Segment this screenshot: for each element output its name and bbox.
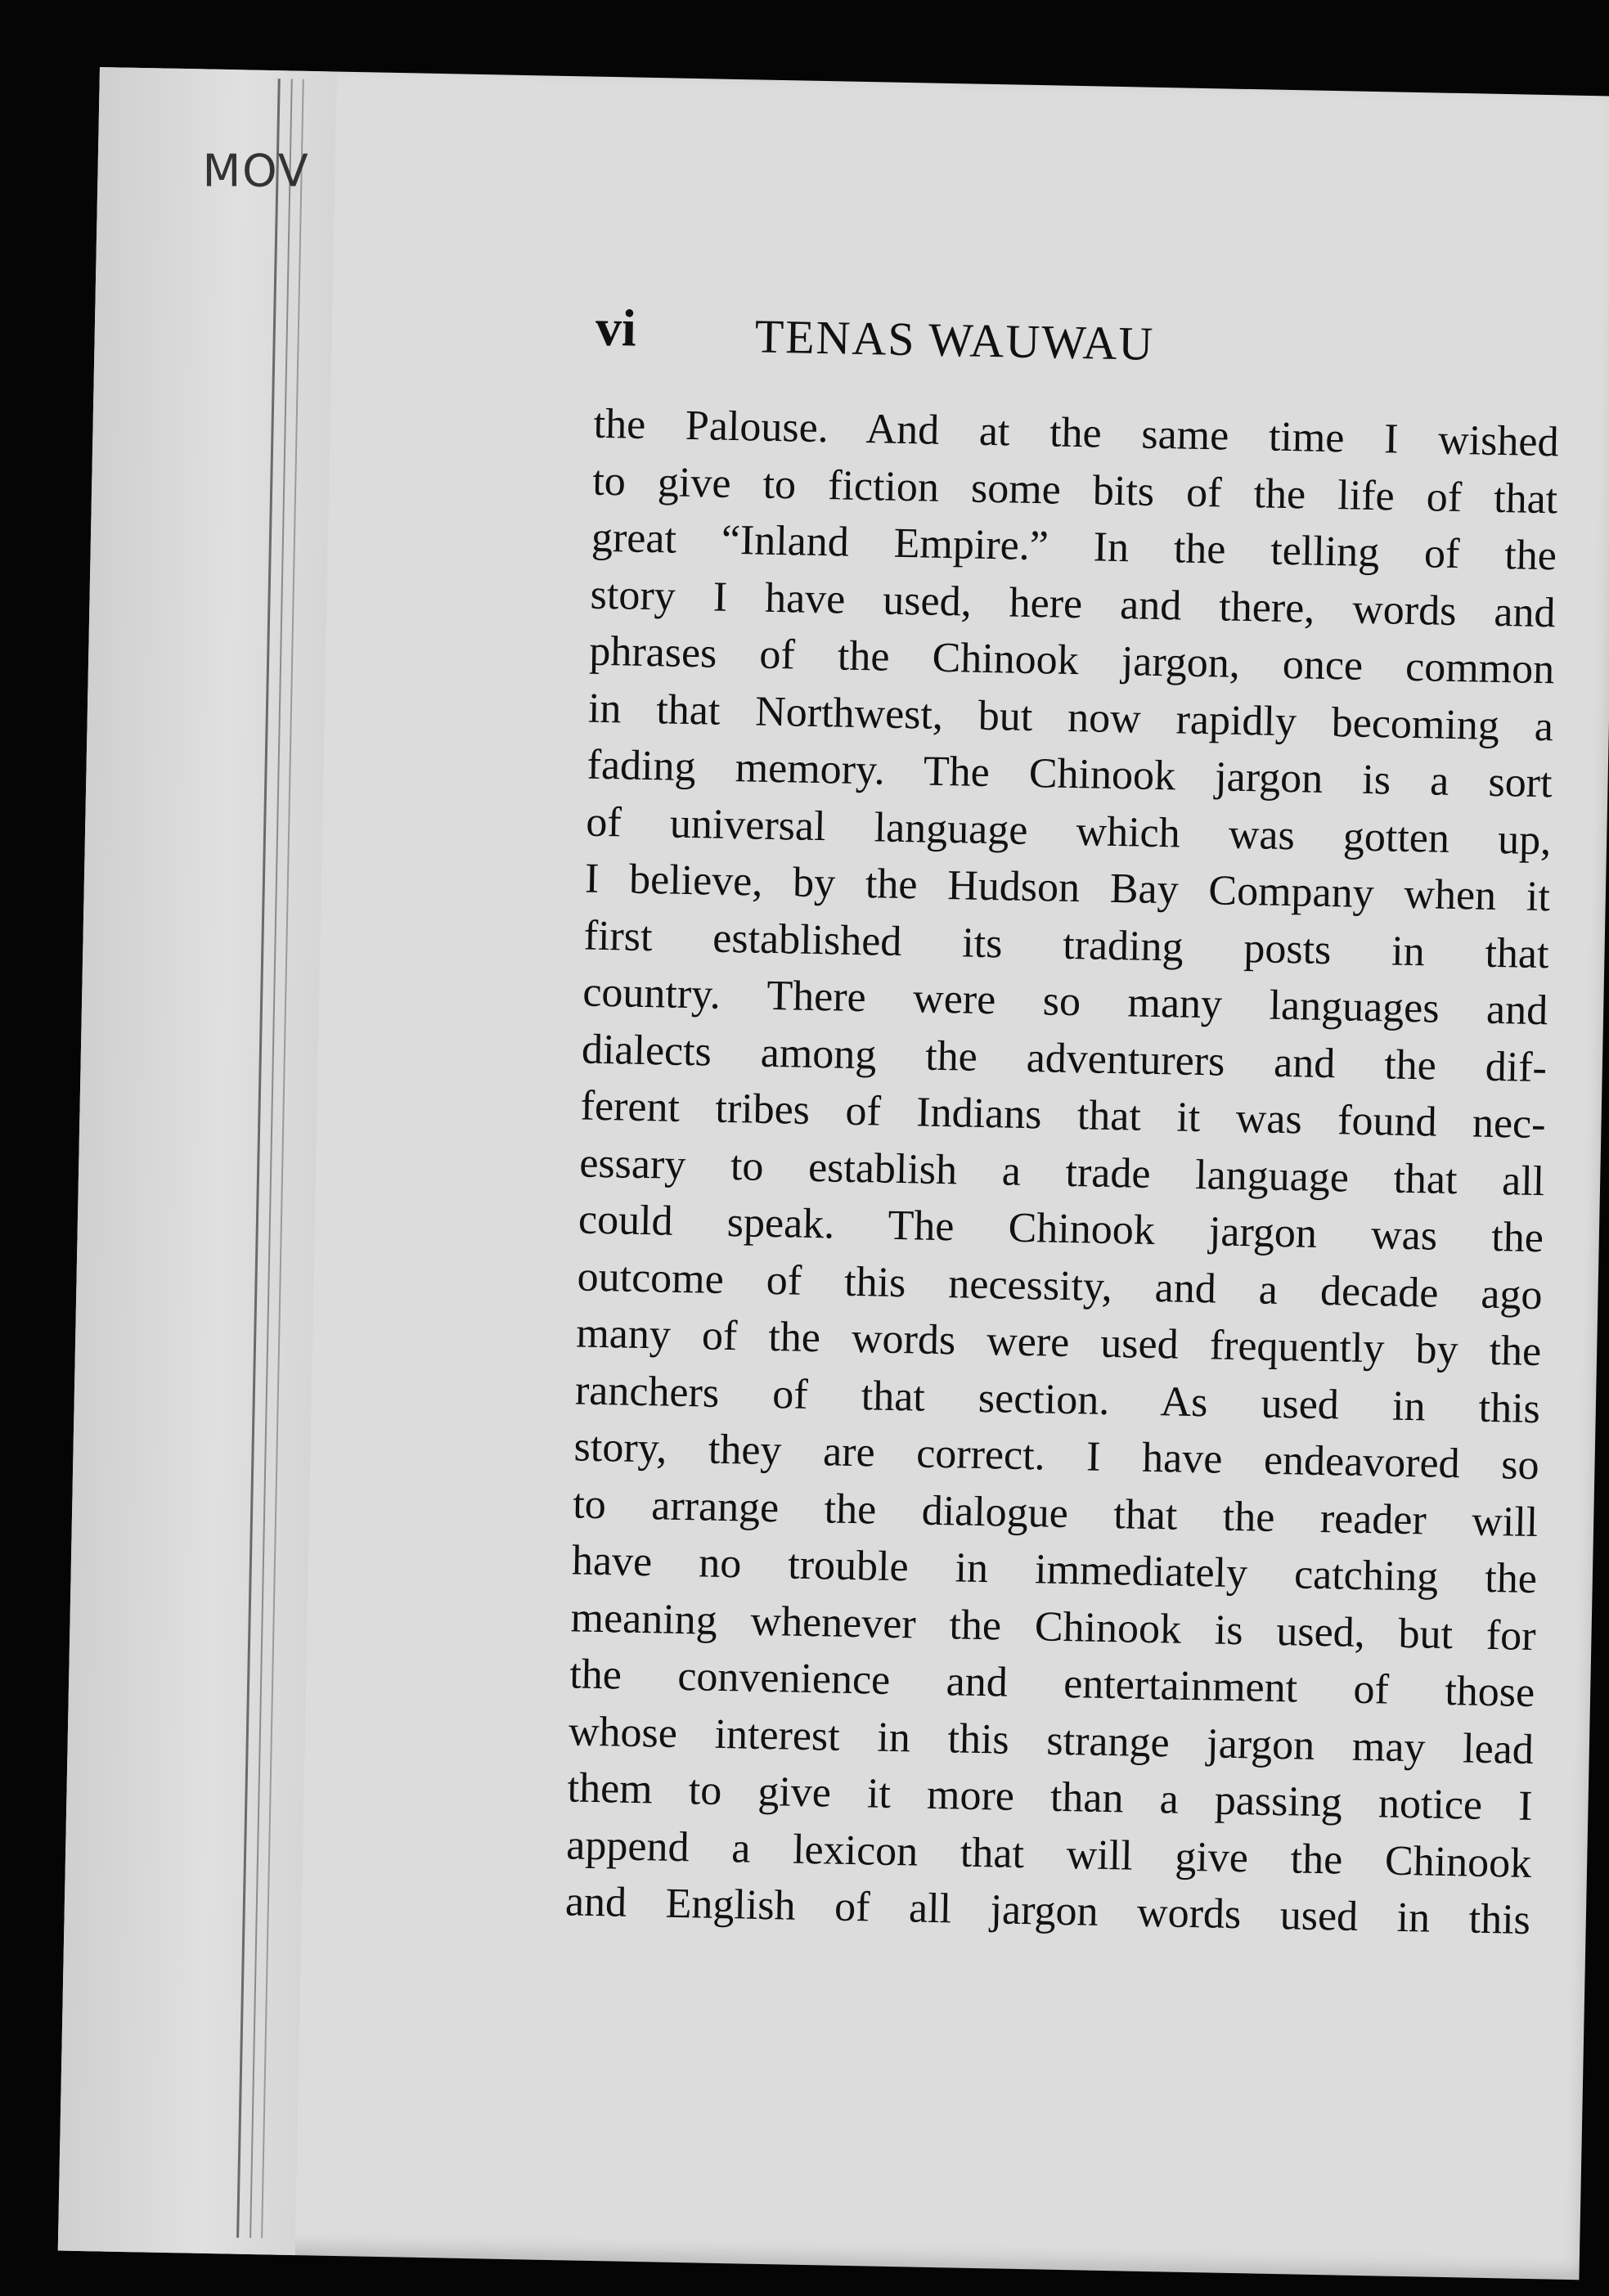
- text-line: story, they are correct. I have endeavored so: [573, 1423, 1540, 1489]
- text-line: fading memory. The Chinook jargon is a sort: [587, 741, 1553, 807]
- text-line: to arrange the dialogue that the reader will: [572, 1480, 1539, 1546]
- text-line: have no trouble in immediately catching the: [571, 1537, 1538, 1603]
- text-line: whose interest in this strange jargon may lead: [568, 1707, 1535, 1773]
- text-line: append a lexicon that will give the Chinook: [565, 1821, 1532, 1887]
- text-line: great “Inland Empire.” In the telling of the: [591, 514, 1557, 580]
- text-line: first established its trading posts in that: [583, 912, 1550, 977]
- text-line: many of the words were used frequently by the: [575, 1310, 1542, 1376]
- text-line: of universal language which was gotten up,: [585, 798, 1552, 864]
- text-line: the Palouse. And at the same time I wished: [593, 400, 1560, 466]
- text-line: and English of all jargon words used in this: [564, 1878, 1531, 1943]
- body-text: [564, 396, 1559, 1949]
- text-line: story I have used, here and there, words and: [590, 571, 1557, 636]
- text-line: could speak. The Chinook jargon was the: [578, 1196, 1544, 1262]
- text-line: the convenience and entertainment of those: [569, 1651, 1535, 1717]
- text-line: outcome of this necessity, and a decade ago: [577, 1252, 1544, 1319]
- text-line: in that Northwest, but now rapidly becoming a: [587, 685, 1554, 750]
- text-line: essary to establish a trade language that all: [578, 1139, 1545, 1205]
- text-line: meaning whenever the Chinook is used, but for: [570, 1593, 1537, 1660]
- text-line: I believe, by the Hudson Bay Company when it: [584, 855, 1551, 921]
- text-line: ranchers of that section. As used in this: [574, 1366, 1541, 1432]
- margin-note: MOV: [202, 145, 310, 197]
- text-line: ferent tribes of Indians that it was found nec-: [580, 1082, 1547, 1148]
- fold-line: [261, 79, 304, 2239]
- book-page: [58, 67, 1609, 2280]
- page-header: [595, 298, 1609, 384]
- text-line: country. There were so many languages and: [582, 968, 1548, 1035]
- page-gutter: [58, 67, 337, 2255]
- page-number: vi: [595, 298, 637, 357]
- text-line: phrases of the Chinook jargon, once common: [588, 627, 1555, 694]
- text-line: to give to fiction some bits of the life of that: [591, 457, 1558, 523]
- fold-line: [236, 79, 281, 2238]
- text-line: dialects among the adventurers and the dif-: [581, 1026, 1548, 1091]
- running-title: TENAS WAUWAU: [754, 309, 1155, 371]
- text-line: them to give it more than a passing notice I: [567, 1764, 1534, 1831]
